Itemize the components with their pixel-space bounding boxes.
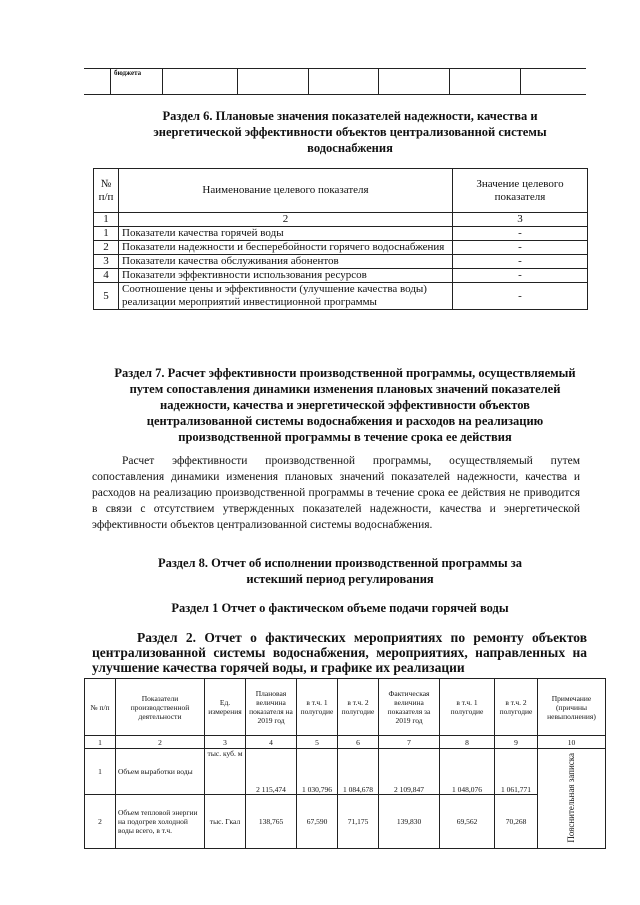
section6-title: Раздел 6. Плановые значения показателей надежности, качества и энергетической эффективности объектов централизованной системы водоснабжения (153, 109, 547, 155)
col-number: 8 (440, 736, 495, 749)
header: Плановая величина показателя на 2019 год (246, 679, 297, 736)
header: Примечание (причины невыполнения) (538, 679, 606, 736)
cell: 1 048,076 (440, 749, 495, 795)
cell: Соотношение цены и эффективности (улучшение качества воды) реализации мероприятий инвестиционной программы (119, 283, 453, 310)
cell: Показатели надежности и бесперебойности горячего водоснабжения (119, 241, 453, 255)
col-number: 10 (538, 736, 606, 749)
header: в т.ч. 1 полугодие (440, 679, 495, 736)
header: в т.ч. 1 полугодие (297, 679, 338, 736)
cell: Показатели качества горячей воды (119, 227, 453, 241)
col-number: 6 (338, 736, 379, 749)
col-number: 5 (297, 736, 338, 749)
cell: 2 109,847 (379, 749, 440, 795)
section7-title: Раздел 7. Расчет эффективности производственной программы, осуществляемый путем сопоставления динамики изменения плановых значений показателей надежности, качества и энергетической эффективности объектов централизованной системы водоснабжения и расходов на реализацию производственной программы в течение срока ее действия (114, 366, 576, 444)
section2-title: Раздел 2. Отчет о фактических мероприятиях по ремонту объектов централизованной системы водоснабжения, мероприятиях, направленных на улучшение качества горячей воды, и графике их реализации (92, 630, 587, 675)
table-row (94, 227, 588, 241)
cell: тыс. Гкал (205, 795, 246, 849)
header: № п/п (94, 169, 119, 213)
section2-table (84, 678, 606, 849)
table-row (94, 255, 588, 269)
cell: 4 (94, 269, 119, 283)
cell: 5 (94, 283, 119, 310)
col-number: 7 (379, 736, 440, 749)
section6-table (93, 168, 588, 310)
col-number: 2 (116, 736, 205, 749)
cell: Объем выработки воды (116, 749, 205, 795)
cell: Объем тепловой энергии на подогрев холодной воды всего, в т.ч. (116, 795, 205, 849)
cell: - (453, 227, 588, 241)
header: Ед. измерения (205, 679, 246, 736)
cell: 2 (94, 241, 119, 255)
cell: - (453, 283, 588, 310)
table-row (94, 283, 588, 310)
table-row (85, 749, 606, 795)
top-table (84, 68, 586, 95)
col-number: 2 (119, 213, 453, 227)
col-number: 1 (85, 736, 116, 749)
col-number: 9 (495, 736, 538, 749)
cell: 71,175 (338, 795, 379, 849)
cell: 139,830 (379, 795, 440, 849)
cell: 1 084,678 (338, 749, 379, 795)
col-number: 4 (246, 736, 297, 749)
cell: - (453, 241, 588, 255)
cell: - (453, 255, 588, 269)
header: Значение целевого показателя (453, 169, 588, 213)
cell: - (453, 269, 588, 283)
note-text: Пояснительная записка (566, 752, 576, 843)
header: Фактическая величина показателя за 2019 год (379, 679, 440, 736)
header: в т.ч. 2 полугодие (338, 679, 379, 736)
cell: 69,562 (440, 795, 495, 849)
cell: 67,590 (297, 795, 338, 849)
cell: 2 (85, 795, 116, 849)
cell: 1 061,771 (495, 749, 538, 795)
cell: 3 (94, 255, 119, 269)
header: Показатели производственной деятельности (116, 679, 205, 736)
table-row (94, 269, 588, 283)
cell: 1 (94, 227, 119, 241)
cell: Показатели эффективности использования ресурсов (119, 269, 453, 283)
cell: тыс. куб. м (205, 749, 246, 795)
section8-title: Раздел 8. Отчет об исполнении производственной программы за истекший период регулирования (157, 556, 523, 586)
budget-cell: бюджета (111, 69, 163, 95)
cell: 1 030,796 (297, 749, 338, 795)
header: Наименование целевого показателя (119, 169, 453, 213)
col-number: 3 (205, 736, 246, 749)
cell: 1 (85, 749, 116, 795)
col-number: 3 (453, 213, 588, 227)
col-number: 1 (94, 213, 119, 227)
section7-text: Расчет эффективности производственной программы, осуществляемый путем сопоставления динамики изменения плановых значений показателей надежности, качества и расходов на реализацию производственной программы в течение срока ее действия не приводится в связи с отсутствием утвержденных показателей надежности, качества и энергетической эффективности объектов централизованной системы водоснабжения. (92, 455, 580, 531)
cell: Показатели качества обслуживания абонентов (119, 255, 453, 269)
cell: 70,268 (495, 795, 538, 849)
section1-title: Раздел 1 Отчет о фактическом объеме подачи горячей воды (171, 601, 509, 615)
header: в т.ч. 2 полугодие (495, 679, 538, 736)
table-row (94, 241, 588, 255)
table-row (85, 795, 606, 849)
cell: 138,765 (246, 795, 297, 849)
cell: 2 115,474 (246, 749, 297, 795)
header: № п/п (85, 679, 116, 736)
